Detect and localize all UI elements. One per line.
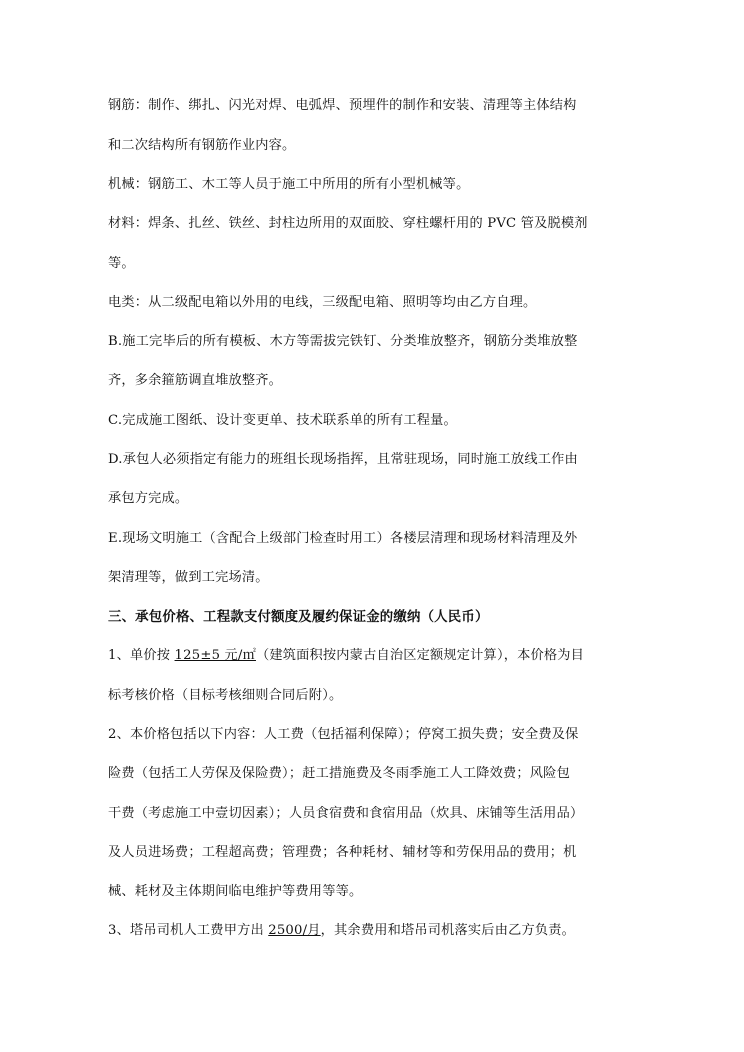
text-line: 钢筋：制作、绑扎、闪光对焊、电弧焊、预埋件的制作和安装、清理等主体结构 [108, 98, 577, 113]
text-line: 电类：从二级配电箱以外用的电线，三级配电箱、照明等均由乙方自理。 [108, 295, 537, 310]
item-1-line [108, 646, 638, 666]
text-line: 承包方完成。 [108, 491, 189, 506]
text-line: 机械：钢筋工、木工等人员于施工中所用的所有小型机械等。 [108, 177, 470, 192]
text-line: 2、本价格包括以下内容：人工费（包括福利保障）；停窝工损失费；安全费及保 [108, 727, 579, 742]
text-line: 械、耗材及主体期间临电维护等费用等等。 [108, 884, 363, 899]
text-line: 险费（包括工人劳保及保险费）；赶工措施费及冬雨季施工人工降效费；风险包 [108, 766, 570, 781]
unit-price: 125±5 元/㎡ [174, 648, 256, 663]
text-line: E.现场文明施工（含配合上级部门检查时用工）各楼层清理和现场材料清理及外 [108, 531, 578, 546]
text-line: 等。 [108, 256, 135, 271]
item-3-prefix: 3、塔吊司机人工费甲方出 [108, 923, 269, 938]
text-line: D.承包人必须指定有能力的班组长现场指挥，且常驻现场，同时施工放线工作由 [108, 452, 578, 467]
text-line: 标考核价格（目标考核细则合同后附）。 [108, 688, 343, 703]
crane-operator-fee: 2500/月 [268, 923, 321, 938]
text-line: 架清理等，做到工完场清。 [108, 570, 269, 585]
item-3-line [108, 921, 638, 941]
section-heading: 三、承包价格、工程款支付额度及履约保证金的缴纳（人民币） [108, 609, 489, 625]
text-line: 齐，多余箍筋调直堆放整齐。 [108, 373, 283, 388]
item-1-suffix: （建筑面积按内蒙古自治区定额规定计算），本价格为目 [255, 648, 585, 663]
text-line: 和二次结构所有钢筋作业内容。 [108, 138, 296, 153]
text-line: B.施工完毕后的所有模板、木方等需拔完铁钉、分类堆放整齐，钢筋分类堆放整 [108, 334, 578, 349]
text-line: 材料：焊条、扎丝、铁丝、封柱边所用的双面胶、穿柱螺杆用的 PVC 管及脱模剂 [108, 216, 588, 231]
item-1-prefix: 1、单价按 [108, 648, 175, 663]
item-3-suffix: ，其余费用和塔吊司机落实后由乙方负责。 [320, 923, 576, 938]
text-line: 及人员进场费；工程超高费；管理费；各种耗材、辅材等和劳保用品的费用；机 [108, 845, 577, 860]
text-line: 干费（考虑施工中壹切因素）；人员食宿费和食宿用品（炊具、床铺等生活用品） [108, 806, 584, 821]
text-line: C.完成施工图纸、设计变更单、技术联系单的所有工程量。 [108, 413, 457, 428]
